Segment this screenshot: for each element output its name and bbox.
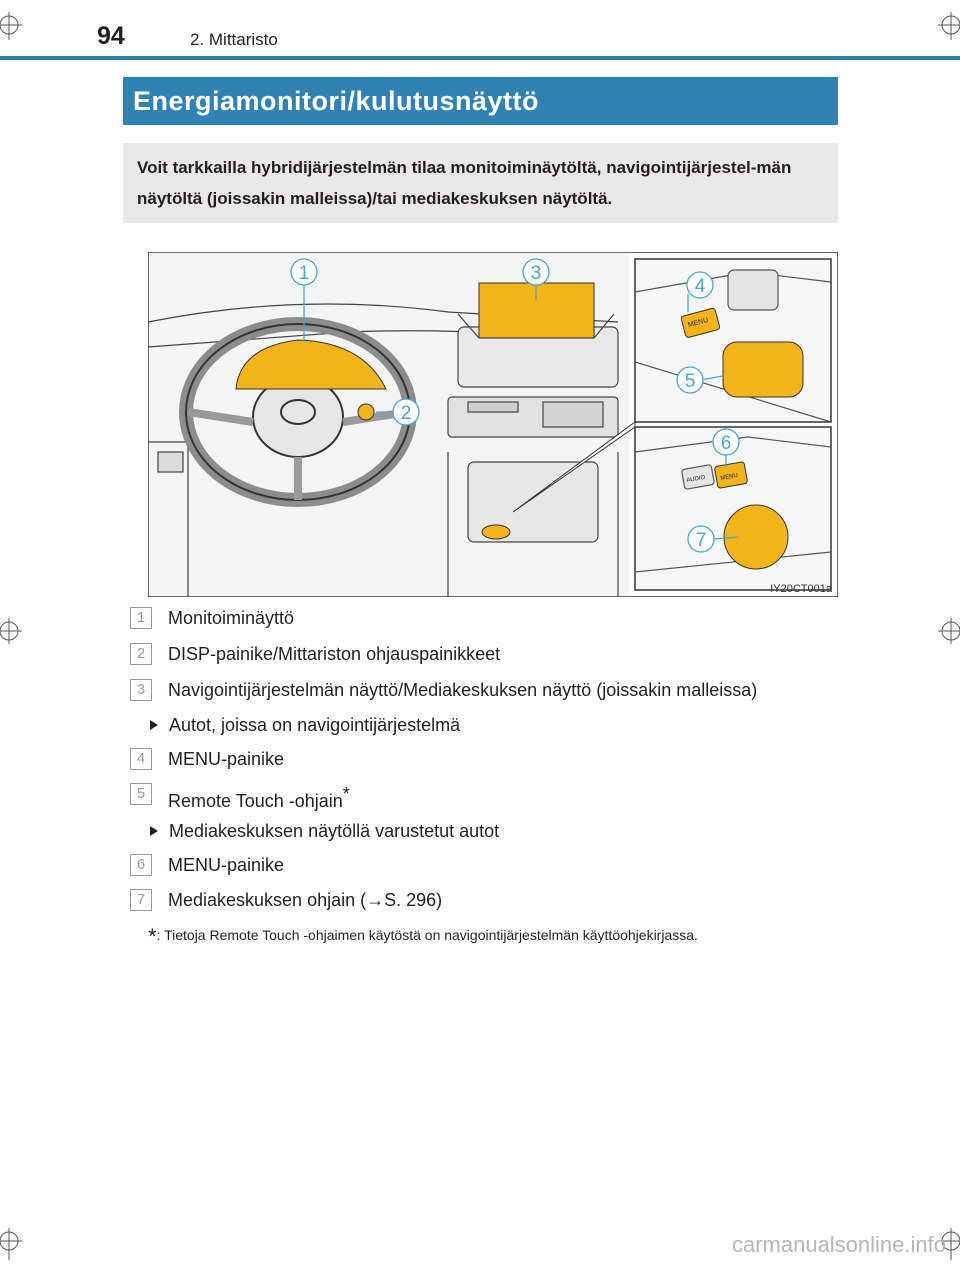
footnote — [148, 924, 698, 950]
item-text: Mediakeskuksen ohjain (→S. 296) — [168, 890, 443, 910]
header-rule — [0, 56, 960, 60]
figure-code: IY20CT001a — [770, 583, 832, 595]
item-text: Remote Touch -ohjain — [168, 791, 343, 811]
subheading-text: Mediakeskuksen näytöllä varustetut autot — [169, 821, 500, 841]
console-knob-highlight — [482, 525, 510, 539]
menu-label-inset1: MENU — [687, 316, 710, 330]
callout-5: 5 — [684, 371, 696, 392]
menu-label-inset2: MENU — [719, 472, 739, 482]
item-text: Navigointijärjestelmän näyttö/Mediakeskuksen näyttö (joissakin malleissa) — [168, 680, 758, 700]
item-number: 2 — [130, 643, 152, 665]
item-text: DISP-painike/Mittariston ohjauspainikkeet — [168, 644, 501, 664]
callout-7: 7 — [695, 530, 707, 551]
chapter-title: 2. Mittaristo — [190, 30, 278, 49]
section-title: Energiamonitori/kulutusnäyttö — [123, 77, 838, 125]
remote-touch-knob — [723, 342, 803, 397]
subheading-text: Autot, joissa on navigointijärjestelmä — [169, 715, 461, 735]
callout-2: 2 — [400, 403, 412, 424]
item-text: Monitoiminäyttö — [168, 608, 295, 628]
intro-box: Voit tarkkailla hybridijärjestelmän tilaa monitoiminäytöltä, navigointijärjestel-män näytöltä (joissakin malleissa)/tai mediakeskuksen näytöltä. — [123, 143, 838, 223]
dashboard-illustration — [148, 252, 838, 597]
callout-4: 4 — [694, 276, 706, 297]
footnote-text: : Tietoja Remote Touch -ohjaimen käytöstä on navigointijärjestelmän käyttöohjekirjassa. — [156, 927, 698, 943]
item-text: MENU-painike — [168, 855, 285, 875]
item-number: 3 — [130, 679, 152, 701]
item-text: MENU-painike — [168, 749, 285, 769]
footnote-mark: * — [148, 924, 157, 949]
item-number: 5 — [130, 783, 152, 805]
page-number: 94 — [97, 22, 125, 50]
item-number: 6 — [130, 854, 152, 876]
disp-button-highlight — [358, 404, 374, 420]
triangle-bullet-icon — [150, 720, 158, 730]
watermark: carmanualsonline.info — [731, 1232, 946, 1257]
callout-6: 6 — [720, 433, 732, 454]
callout-3: 3 — [530, 263, 542, 284]
callout-1: 1 — [298, 263, 310, 284]
item-number: 4 — [130, 748, 152, 770]
item-number: 1 — [130, 607, 152, 629]
audio-label: AUDIO — [686, 474, 706, 485]
asterisk-mark: * — [342, 784, 350, 804]
triangle-bullet-icon — [150, 826, 158, 836]
item-number: 7 — [130, 889, 152, 911]
